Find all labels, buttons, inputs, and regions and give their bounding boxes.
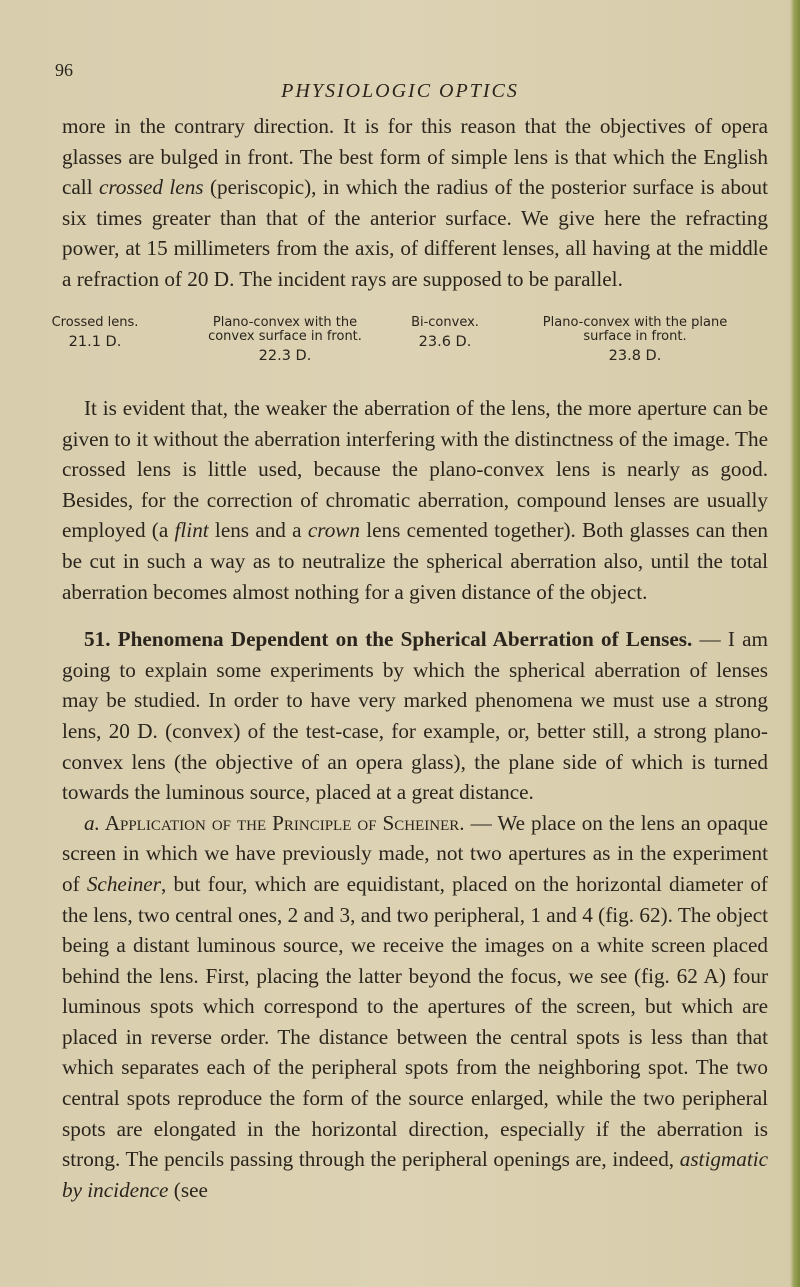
subsection-a <box>62 808 768 1206</box>
subsection-text: — We place on the lens an opaque screen in which we have previously made, not two apertures as in the experiment of <box>62 810 768 896</box>
running-title: PHYSIOLOGIC OPTICS <box>281 80 519 102</box>
table-column <box>390 316 500 349</box>
paragraph-text: lens cemented together). Both glasses can then be cut in such a way as to neutralize the spherical aberration also, until the total aberration becomes almost nothing for a given distance of the object. <box>62 518 768 604</box>
section-51 <box>62 624 768 808</box>
paragraph-aberration <box>62 393 768 607</box>
table-column <box>40 316 150 349</box>
subsection-letter: a. <box>84 810 100 835</box>
section-text: — I am going to explain some experiments by which the spherical aberration of lenses may be studied. In order to have very marked phenomena we must use a strong lens, 20 D. (convex) of the test-case, for example, or, better still, a strong plano-convex lens (the objective of an opera glass), the plane side of which is turned towards the luminous source, placed at a great distance. <box>62 627 768 805</box>
column-label: Crossed lens. <box>51 315 139 330</box>
paragraph-text: lens and a <box>208 518 308 543</box>
subsection-text: , but four, which are equidistant, placed on the horizontal diameter of the lens, two central ones, 2 and 3, and two peripheral, 1 and 4 (fig. 62). The object being a distant luminous source, we receive the images on a white screen placed behind the lens. First, placing the latter beyond the focus, we see (fig. 62 A) four luminous spots which correspond to the apertures of the screen, but which are placed in reverse order. The distance between the central spots is less than that which separates each of the peripheral spots from the neighboring spot. The two central spots reproduce the form of the source enlarged, while the two peripheral spots are elongated in the horizontal direction, especially if the aberration is strong. The pencils passing through the peripheral openings are, indeed, <box>62 871 768 1172</box>
section-heading: 51. Phenomena Dependent on the Spherical Aberration of Lenses. <box>84 627 693 652</box>
paragraph-emphasis: flint <box>174 518 209 543</box>
intro-text-2: (periscopic), in which the radius of the posterior surface is about six times greater than that of the anterior surface. We give here the refracting power, at 15 millimeters from the axis, of different lenses, all having at the middle a refraction of 20 D. The incident rays are supposed to be parallel. <box>62 175 768 291</box>
column-label: Bi-convex. <box>411 315 479 330</box>
column-value: 23.6 D. <box>418 334 472 350</box>
column-value: 21.1 D. <box>68 334 122 350</box>
subsection-text: (see <box>168 1177 208 1202</box>
column-value: 23.8 D. <box>608 348 662 364</box>
intro-text-1: more in the contrary direction. It is for this reason that the objectives of opera glasses are bulged in front. The best form of simple lens is that which the English call <box>62 114 768 200</box>
column-label: Plano-convex with the convex surface in front. <box>208 315 362 344</box>
main-text <box>62 393 768 1205</box>
column-value: 22.3 D. <box>258 348 312 364</box>
table-column <box>190 316 380 363</box>
subsection-emphasis: Scheiner <box>86 871 161 896</box>
subsection-heading: Application of the Principle of Scheiner. <box>99 810 465 835</box>
table-column <box>540 316 730 363</box>
column-label: Plano-convex with the plane surface in front. <box>542 315 728 344</box>
intro-paragraph <box>62 111 768 295</box>
page-edge <box>790 0 800 1287</box>
page-number: 96 <box>55 60 73 80</box>
intro-emphasis: crossed lens <box>99 175 204 200</box>
subsection-emphasis: astigmatic by incidence <box>62 1147 768 1202</box>
paragraph-emphasis: crown <box>307 518 361 543</box>
paragraph-text: It is evident that, the weaker the aberration of the lens, the more aperture can be given to it without the aberration interfering with the distinctness of the image. The crossed lens is little used, because the plano-convex lens is nearly as good. Besides, for the correction of chromatic aberration, compound lenses are usually employed (a <box>62 396 768 543</box>
